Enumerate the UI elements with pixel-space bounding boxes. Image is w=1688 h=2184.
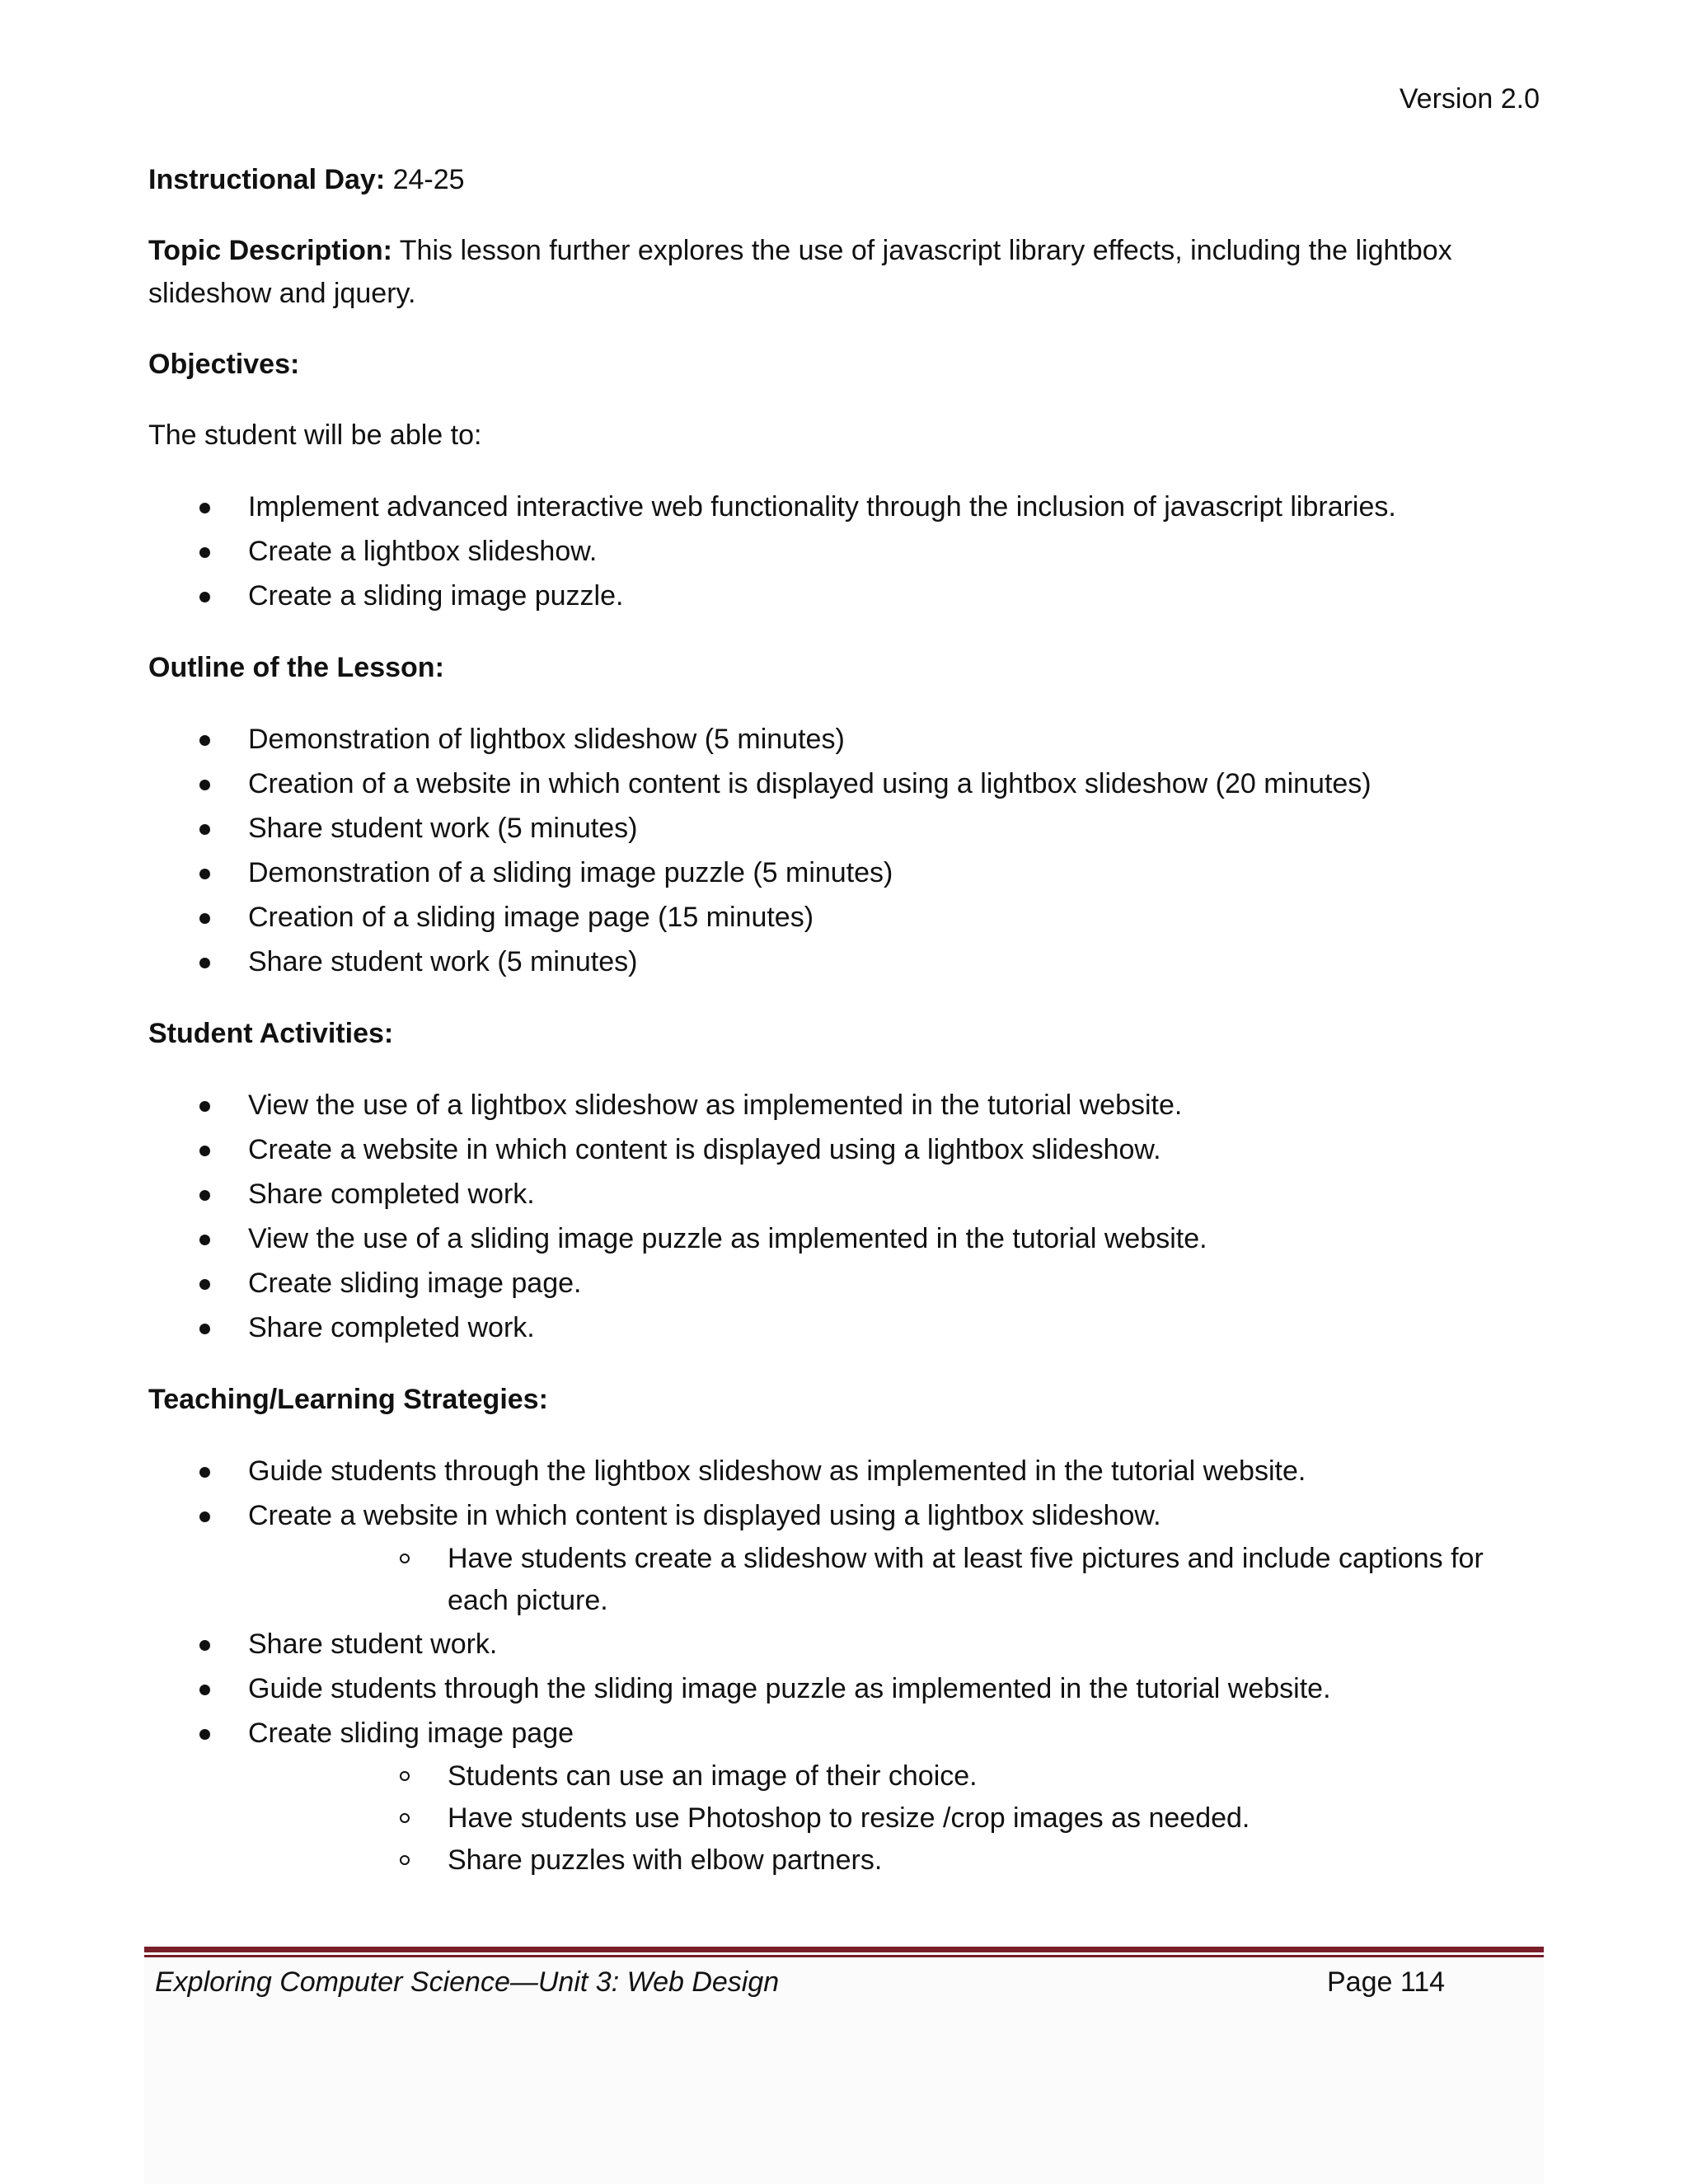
sub-list	[248, 1538, 1541, 1622]
bullet-icon	[199, 547, 210, 558]
hollow-bullet-icon	[400, 1813, 410, 1823]
sub-list-item-text: Share puzzles with elbow partners.	[448, 1844, 883, 1876]
objectives-heading: Objectives:	[148, 349, 300, 380]
bullet-icon	[199, 1467, 210, 1478]
footer-title: Exploring Computer Science—Unit 3: Web Design	[155, 1966, 780, 1998]
objectives-list	[148, 485, 1541, 618]
footer-rule-thick	[144, 1947, 1544, 1952]
list-item-text: Create a website in which content is displayed using a lightbox slideshow.	[248, 1134, 1161, 1165]
footer-page-number: Page 114	[1327, 1966, 1446, 1998]
list-item	[148, 1305, 1541, 1350]
sub-list-item-text: Students can use an image of their choice.	[448, 1760, 978, 1792]
hollow-bullet-icon	[400, 1855, 410, 1865]
bullet-icon	[199, 958, 210, 968]
list-item-text: Implement advanced interactive web functionality through the inclusion of javascript libraries.	[248, 491, 1396, 523]
list-item	[148, 1711, 1541, 1882]
list-item-text: Create a website in which content is displayed using a lightbox slideshow.	[248, 1500, 1161, 1531]
bullet-icon	[199, 913, 210, 924]
bullet-icon	[199, 1511, 210, 1522]
list-item-text: Guide students through the sliding image puzzle as implemented in the tutorial website.	[248, 1673, 1331, 1704]
bullet-icon	[199, 1190, 210, 1201]
bullet-icon	[199, 1146, 210, 1156]
list-item	[148, 1449, 1541, 1493]
objectives-intro: The student will be able to:	[148, 419, 482, 451]
list-item	[148, 574, 1541, 618]
list-item	[148, 1083, 1541, 1127]
list-item	[148, 1493, 1541, 1622]
version-label: Version 2.0	[1399, 83, 1540, 115]
sub-list	[248, 1755, 1541, 1882]
sub-list-item	[248, 1840, 1541, 1882]
list-item-text: View the use of a lightbox slideshow as implemented in the tutorial website.	[248, 1090, 1183, 1121]
list-item-text: Create sliding image page.	[248, 1268, 582, 1299]
topic-description-label: Topic Description:	[148, 235, 392, 266]
list-item-text: Creation of a website in which content is displayed using a lightbox slideshow (20 minutes)	[248, 768, 1372, 799]
list-item	[148, 851, 1541, 895]
sub-list-item-text: Have students use Photoshop to resize /crop images as needed.	[448, 1802, 1250, 1834]
list-item-text: Guide students through the lightbox slideshow as implemented in the tutorial website.	[248, 1455, 1306, 1487]
list-item	[148, 1127, 1541, 1172]
bullet-icon	[199, 1685, 210, 1695]
list-item	[148, 717, 1541, 762]
list-item-text: Share student work (5 minutes)	[248, 813, 638, 844]
sub-list-item-text: Have students create a slideshow with at least five pictures and include captions for each picture.	[448, 1543, 1484, 1616]
list-item	[148, 1261, 1541, 1305]
bullet-icon	[199, 1101, 210, 1112]
list-item-text: Share student work (5 minutes)	[248, 946, 638, 977]
list-item	[148, 1666, 1541, 1711]
bullet-icon	[199, 824, 210, 835]
strategies-heading: Teaching/Learning Strategies:	[148, 1384, 548, 1415]
list-item	[148, 529, 1541, 574]
list-item-text: Create a sliding image puzzle.	[248, 580, 624, 612]
list-item	[148, 762, 1541, 806]
sub-list-item	[248, 1538, 1541, 1622]
bullet-icon	[199, 735, 210, 746]
list-item	[148, 1172, 1541, 1216]
student-activities-heading: Student Activities:	[148, 1018, 394, 1049]
bullet-icon	[199, 1279, 210, 1290]
student-activities-list	[148, 1083, 1541, 1350]
bullet-icon	[199, 1324, 210, 1334]
instructional-day	[148, 158, 1541, 201]
list-item	[148, 806, 1541, 851]
list-item-text: Share completed work.	[248, 1179, 535, 1210]
bullet-icon	[199, 780, 210, 790]
sub-list-item	[248, 1755, 1541, 1797]
sub-list-item	[248, 1797, 1541, 1840]
list-item	[148, 1216, 1541, 1261]
instructional-day-value: 24-25	[385, 164, 465, 195]
hollow-bullet-icon	[400, 1771, 410, 1781]
list-item	[148, 485, 1541, 529]
bullet-icon	[199, 869, 210, 879]
list-item-text: Share student work.	[248, 1629, 498, 1660]
list-item-text: Create sliding image page	[248, 1718, 574, 1749]
footer-rule-thin	[144, 1955, 1544, 1957]
hollow-bullet-icon	[400, 1554, 410, 1563]
bullet-icon	[199, 592, 210, 602]
list-item	[148, 1622, 1541, 1666]
bullet-icon	[199, 1640, 210, 1651]
list-item	[148, 895, 1541, 940]
list-item-text: View the use of a sliding image puzzle as implemented in the tutorial website.	[248, 1223, 1207, 1254]
strategies-list	[148, 1449, 1541, 1882]
bullet-icon	[199, 503, 210, 513]
list-item-text: Demonstration of a sliding image puzzle (5 minutes)	[248, 857, 893, 888]
topic-description	[148, 229, 1541, 315]
list-item-text: Create a lightbox slideshow.	[248, 536, 598, 567]
instructional-day-label: Instructional Day:	[148, 164, 386, 195]
outline-list	[148, 717, 1541, 984]
topic-description-text: This lesson further explores the use of javascript library effects, including the lightbox slideshow and jquery.	[148, 235, 1452, 309]
list-item	[148, 940, 1541, 984]
list-item-text: Creation of a sliding image page (15 minutes)	[248, 902, 814, 933]
lesson-content	[148, 158, 1541, 1910]
outline-heading: Outline of the Lesson:	[148, 652, 444, 683]
list-item-text: Share completed work.	[248, 1312, 535, 1343]
bullet-icon	[199, 1235, 210, 1245]
list-item-text: Demonstration of lightbox slideshow (5 minutes)	[248, 724, 845, 755]
bullet-icon	[199, 1729, 210, 1740]
